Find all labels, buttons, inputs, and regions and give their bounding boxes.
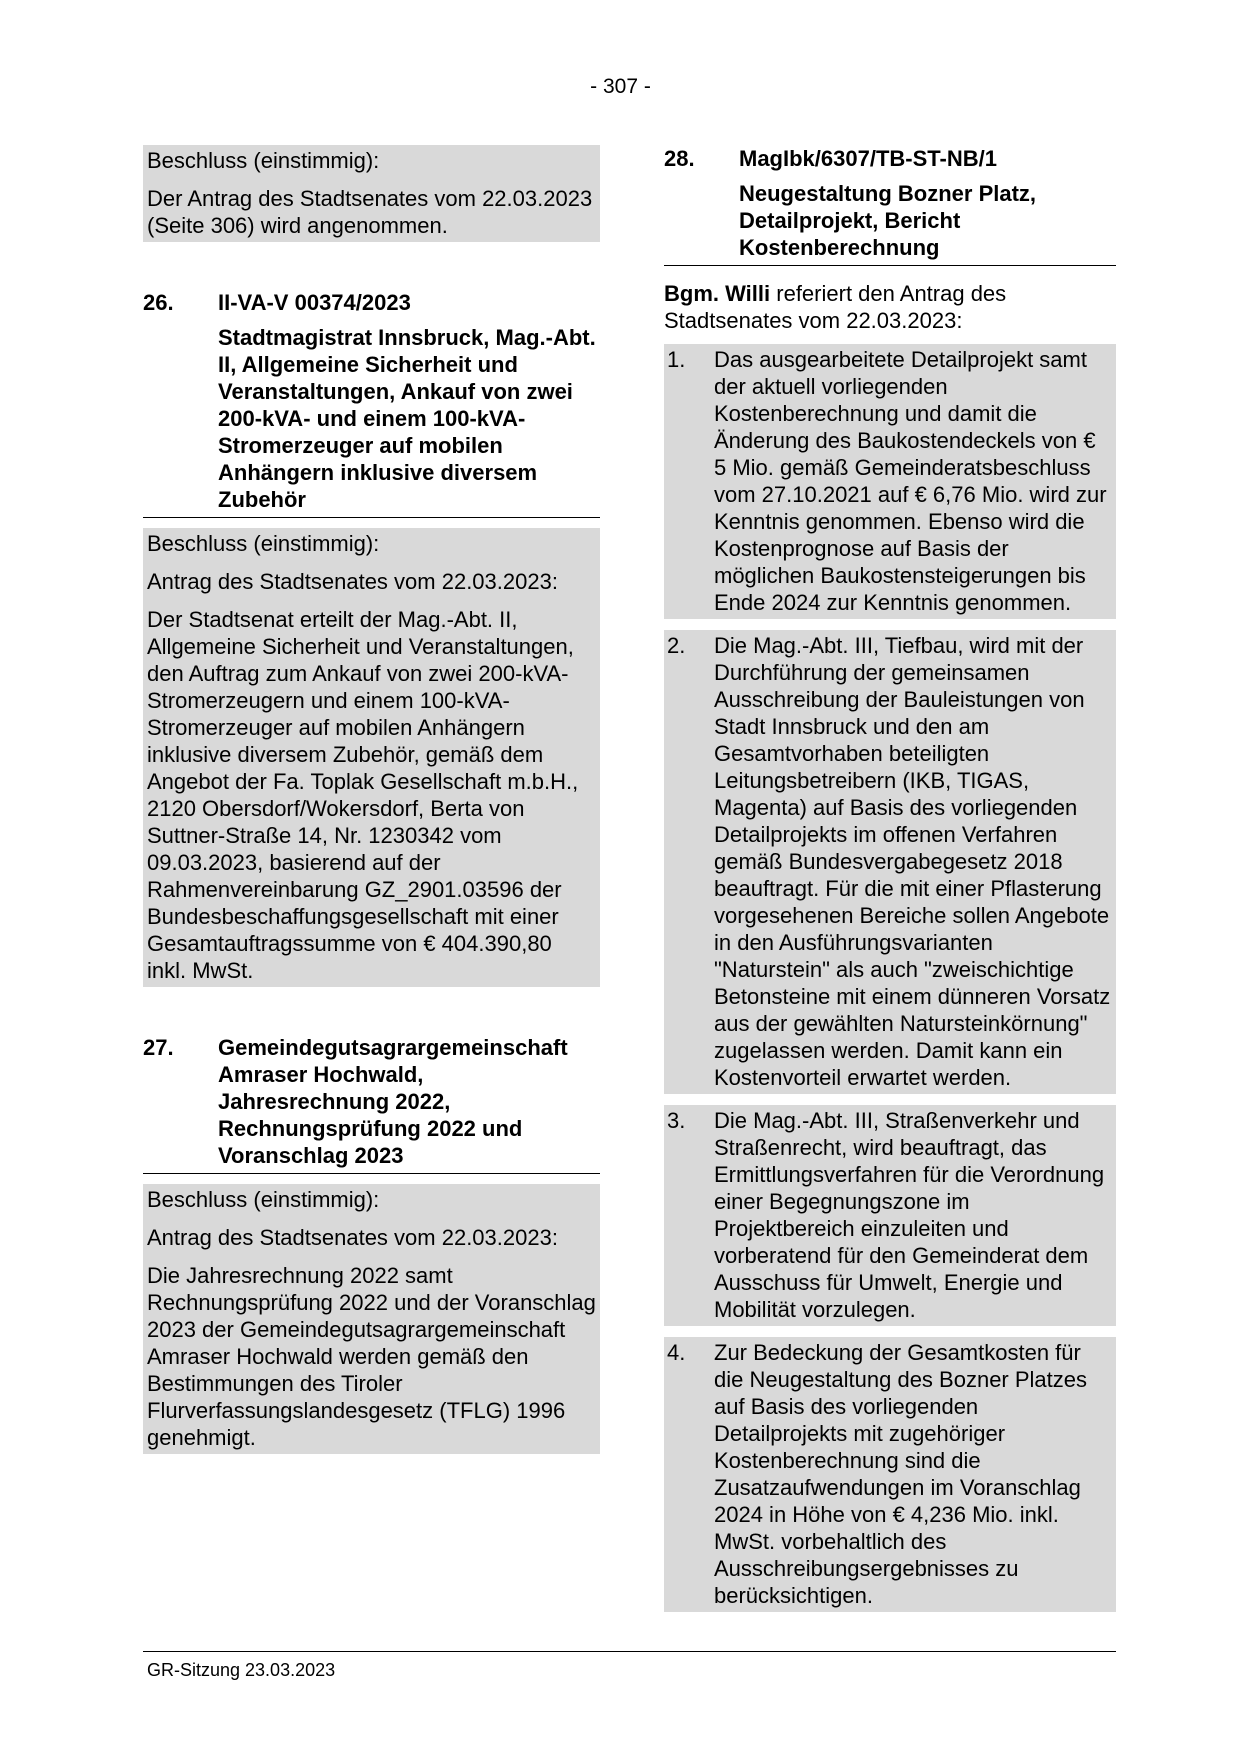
beschluss-label: Beschluss (einstimmig): bbox=[147, 148, 380, 173]
list-item bbox=[664, 630, 1116, 1094]
antrag-label: Antrag des Stadtsenates vom 22.03.2023: bbox=[147, 569, 558, 594]
intro-text: referiert den Antrag des Stadtsenates vom 22.03.2023: bbox=[664, 281, 1007, 333]
antrag-label: Antrag des Stadtsenates vom 22.03.2023: bbox=[147, 1225, 558, 1250]
resolution-text: Die Jahresrechnung 2022 samt Rechnungsprüfung 2022 und der Voranschlag 2023 der Gemeindegutsagrargemeinschaft Amraser Hochwald werden gemäß den Bestimmungen des Tiroler Flurverfassungslandesgesetz (TFLG) 1996 genehmigt. bbox=[147, 1263, 596, 1450]
list-number: 1. bbox=[667, 347, 686, 372]
divider bbox=[143, 1173, 600, 1174]
item-title: Gemeindegutsagrargemeinschaft Amraser Hochwald, Jahresrechnung 2022, Rechnungsprüfung 2022 und Voranschlag 2023 bbox=[218, 1035, 568, 1168]
list-text: Die Mag.-Abt. III, Tiefbau, wird mit der Durchführung der gemeinsamen Ausschreibung der Bauleistungen von Stadt Innsbruck und den am Gesamtvorhaben beteiligten Leitungsbetreibern (IKB, TIGAS, Magenta) auf Basis des vorliegenden Detailprojekts im offenen Verfahren gemäß Bundesvergabegesetz 2018 beauftragt. Für die mit einer Pflasterung vorgesehenen Bereiche sollen Angebote in den Ausführungsvarianten "Naturstein" als auch "zweischichtige Betonsteine mit einem dünneren Vorsatz aus der gewählten Natursteinkörnung" zugelassen werden. Damit kann ein Kostenvorteil erwartet werden. bbox=[714, 633, 1111, 1090]
item-reference: II-VA-V 00374/2023 bbox=[218, 290, 411, 315]
divider bbox=[143, 517, 600, 518]
list-item bbox=[664, 1105, 1116, 1326]
resolution-25 bbox=[143, 145, 600, 242]
item-title: Neugestaltung Bozner Platz, Detailprojekt, Bericht Kostenberechnung bbox=[739, 181, 1037, 260]
resolution-27 bbox=[143, 1184, 600, 1454]
item-title: Stadtmagistrat Innsbruck, Mag.-Abt. II, Allgemeine Sicherheit und Veranstaltungen, Ankauf von zwei 200-kVA- und einem 100-kVA-Stromerzeuger auf mobilen Anhängern inklusive diversem Zubehör bbox=[218, 325, 596, 512]
agenda-item-26 bbox=[143, 289, 600, 987]
page-number: - 307 - bbox=[590, 75, 651, 98]
item-number: 27. bbox=[143, 1035, 174, 1060]
list-text: Die Mag.-Abt. III, Straßenverkehr und Straßenrecht, wird beauftragt, das Ermittlungsverfahren für die Verordnung einer Begegnungszone im Projektbereich einzuleiten und vorberatend für den Gemeinderat dem Ausschuss für Umwelt, Energie und Mobilität vorzulegen. bbox=[714, 1108, 1105, 1322]
list-number: 4. bbox=[667, 1340, 686, 1365]
footer-divider bbox=[143, 1651, 1116, 1652]
speaker-name: Bgm. Willi bbox=[664, 281, 771, 306]
item-number: 26. bbox=[143, 290, 174, 315]
resolution-26 bbox=[143, 528, 600, 987]
right-column bbox=[664, 145, 1116, 1623]
item-reference: MagIbk/6307/TB-ST-NB/1 bbox=[739, 146, 997, 171]
item-number: 28. bbox=[664, 146, 695, 171]
agenda-item-27 bbox=[143, 1034, 600, 1454]
resolution-text: Der Antrag des Stadtsenates vom 22.03.2023 (Seite 306) wird angenommen. bbox=[147, 186, 593, 238]
list-number: 2. bbox=[667, 633, 686, 658]
footer-text: GR-Sitzung 23.03.2023 bbox=[147, 1660, 336, 1680]
list-text: Das ausgearbeitete Detailprojekt samt der aktuell vorliegenden Kostenberechnung und damit die Änderung des Baukostendeckels von € 5 Mio. gemäß Gemeinderatsbeschluss vom 27.10.2021 auf € 6,76 Mio. wird zur Kenntnis genommen. Ebenso wird die Kostenprognose auf Basis der möglichen Baukostensteigerungen bis Ende 2024 zur Kenntnis genommen. bbox=[714, 347, 1107, 615]
divider bbox=[664, 265, 1116, 266]
list-item bbox=[664, 1337, 1116, 1612]
speaker-intro bbox=[664, 280, 1116, 334]
beschluss-label: Beschluss (einstimmig): bbox=[147, 531, 380, 556]
left-column bbox=[143, 145, 600, 1454]
agenda-item-28 bbox=[664, 145, 1116, 1612]
beschluss-label: Beschluss (einstimmig): bbox=[147, 1187, 380, 1212]
resolution-points bbox=[664, 344, 1116, 1612]
list-text: Zur Bedeckung der Gesamtkosten für die Neugestaltung des Bozner Platzes auf Basis des vorliegenden Detailprojekts mit zugehöriger Kostenberechnung sind die Zusatzaufwendungen im Voranschlag 2024 in Höhe von € 4,236 Mio. inkl. MwSt. vorbehaltlich des Ausschreibungsergebnisses zu berücksichtigen. bbox=[714, 1340, 1088, 1608]
list-item bbox=[664, 344, 1116, 619]
list-number: 3. bbox=[667, 1108, 686, 1133]
resolution-text: Der Stadtsenat erteilt der Mag.-Abt. II, Allgemeine Sicherheit und Veranstaltungen, den Auftrag zum Ankauf von zwei 200-kVA-Stromerzeugern und einem 100-kVA-Stromerzeuger auf mobilen Anhängern inklusive diversem Zubehör, gemäß dem Angebot der Fa. Toplak Gesellschaft m.b.H., 2120 Obersdorf/Wokersdorf, Berta von Suttner-Straße 14, Nr. 1230342 vom 09.03.2023, basierend auf der Rahmenvereinbarung GZ_2901.03596 der Bundesbeschaffungsgesellschaft mit einer Gesamtauftragssumme von € 404.390,80 inkl. MwSt. bbox=[147, 607, 579, 983]
